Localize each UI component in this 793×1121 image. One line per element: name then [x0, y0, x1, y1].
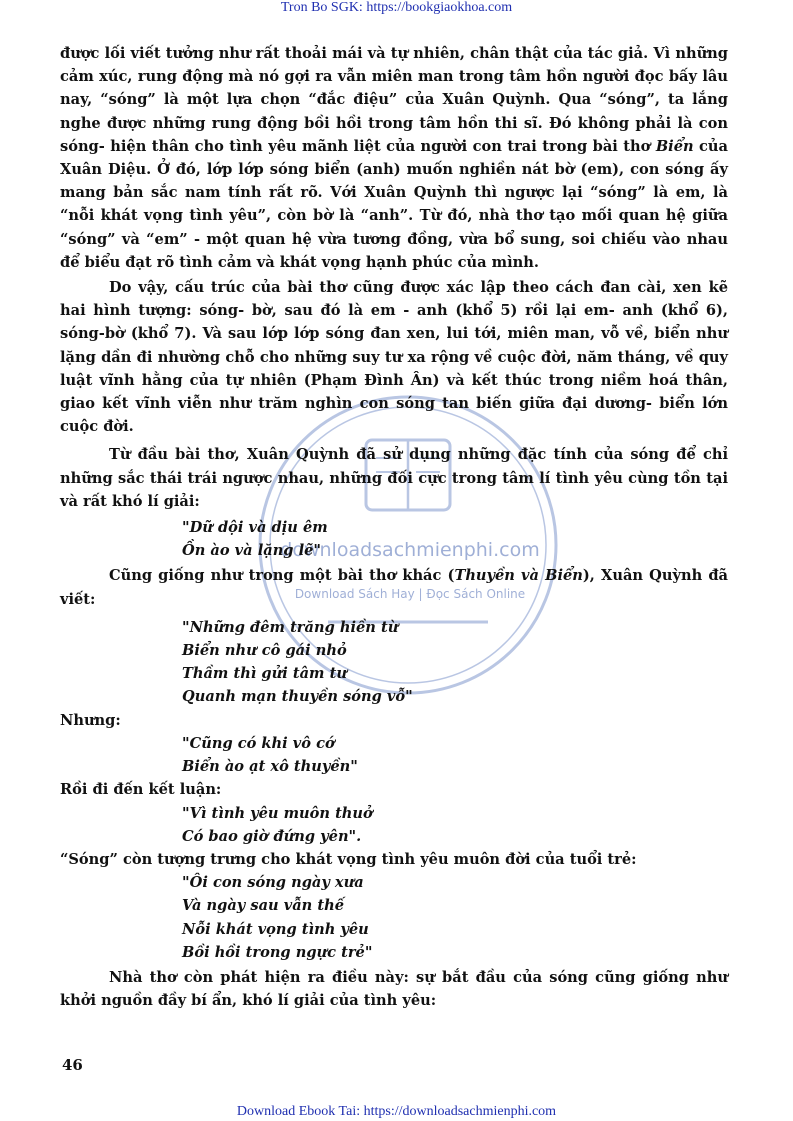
- page-body: [60, 42, 728, 1012]
- paragraph-2: Do vậy, cấu trúc của bài thơ cũng được xác lập theo cách đan cài, xen kẽ hai hình tượng: sóng- bờ, sau đó là em - anh (khổ 5) rồi lại em- anh (khổ 6), sóng-bờ (khổ 7). Và sau lớp lớp sóng đan xen, lui tới, miên man, vỗ về, biển như lặng dần đi nhường chỗ cho những suy tư xa rộng về cuộc đời, năm tháng, về quy luật vĩnh hằng của tự nhiên (Phạm Đình Ân) và kết thúc trong niềm hoá thân, giao kết vĩnh viễn như trăm nghìn con sóng tan biến giữa đại dương- biển lớn cuộc đời.: [60, 279, 728, 436]
- verse-4: "Vì tình yêu muôn thuở Có bao giờ đứng yên".: [182, 804, 373, 845]
- verse-5: "Ôi con sóng ngày xưa Và ngày sau vẫn thế Nỗi khát vọng tình yêu Bồi hồi trong ngực trẻ": [182, 874, 373, 961]
- lead-roi: Rồi đi đến kết luận:: [60, 781, 222, 799]
- verse-3: "Cũng có khi vô cớ Biển ào ạt xô thuyền": [182, 734, 358, 776]
- paragraph-3: Từ đầu bài thơ, Xuân Quỳnh đã sử dụng những đặc tính của sóng để chỉ những sắc thái trái ngược nhau, những đối cực trong tâm lí tình yêu cùng tồn tại và rất khó lí giải:: [60, 446, 728, 510]
- paragraph-last: Nhà thơ còn phát hiện ra điều này: sự bắt đầu của sóng cũng giống như khởi nguồn đầy bí ẩn, khó lí giải của tình yêu:: [60, 968, 728, 1010]
- verse-2: "Những đêm trăng hiền từ Biển như cô gái nhỏ Thầm thì gửi tâm tư Quanh mạn thuyền sóng vỗ": [182, 618, 413, 706]
- header-download-link[interactable]: Tron Bo SGK: https://bookgiaokhoa.com: [280, 0, 513, 15]
- page-number: 46: [62, 1056, 83, 1074]
- verse-1: "Dữ dội và dịu êm Ồn ào và lặng lẽ": [182, 519, 328, 560]
- paragraph-1: được lối viết tưởng như rất thoải mái và tự nhiên, chân thật của tác giả. Vì những cảm xúc, rung động mà nó gợi ra vẫn miên man trong tâm hồn người đọc bấy lâu nay, “sóng” là một lựa chọn “đắc điệu” của Xuân Quỳnh. Qua “sóng”, ta lắng nghe được những rung động bồi hồi trong tâm hồn thi sĩ. Đó không phải là con sóng- hiện thân cho tình yêu mãnh liệt của người con trai trong bài thơ Biển của Xuân Diệu. Ở đó, lớp lớp sóng biển (anh) muốn nghiền nát bờ (em), con sóng ấy mang bản sắc nam tính rất rõ. Với Xuân Quỳnh thì ngược lại “sóng” là em, là “nỗi khát vọng tình yêu”, còn bờ là “anh”. Từ đó, nhà thơ tạo mối quan hệ giữa “sóng” và “em” - một quan hệ vừa tương đồng, vừa bổ sung, soi chiếu vào nhau để biểu đạt rõ tình cảm và khát vọng hạnh phúc của mình.: [60, 45, 728, 271]
- watermark-subtext: Download Sách Hay | Đọc Sách Online: [294, 587, 526, 601]
- paragraph-4: Cũng giống như trong một bài thơ khác (Thuyền và Biển), Xuân Quỳnh đã viết:: [60, 567, 728, 608]
- lead-nhung: Nhưng:: [60, 711, 121, 729]
- watermark-text: downloadsachmienphi.com: [280, 539, 540, 561]
- lead-song: “Sóng” còn tượng trưng cho khát vọng tình yêu muôn đời của tuổi trẻ:: [60, 850, 637, 868]
- footer-download-link[interactable]: Download Ebook Tai: https://downloadsachmienphi.com: [236, 1104, 557, 1119]
